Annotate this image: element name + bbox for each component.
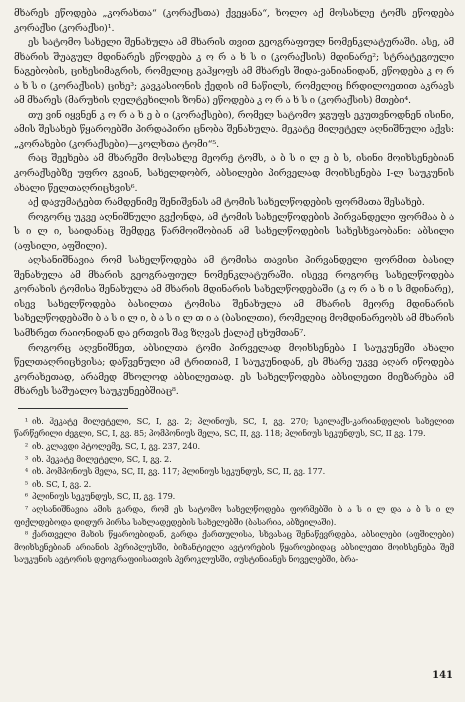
footnote-number: ⁴: [24, 466, 28, 477]
footnote: [14, 478, 454, 491]
footnote-text: იხ. SC, I, გვ. 2.: [32, 478, 92, 489]
footnotes: [14, 415, 454, 566]
footnote: [14, 490, 454, 503]
footnote-text: ქართველი მახის წყაროებიდან, გარდა ქართულისა, სხვასაც შენაწევრდება, აბსილები (აფშილები) მოიხსენებიან არიანის პერიპლუსში, ბიზანტიელი ავტორების წყაროებიდაც აბსილეთი მოიხსენება შემ საუკუნის ავტორის დეოგრაფიისათვის პეროკლუსში, იუსტინიანეს ნოველებში, ბრა-: [14, 529, 454, 565]
footnote-text: იხ. კლავდი პტოლემე, SC, I, გვ. 237, 240.: [32, 440, 200, 451]
footnote-text: იხ. პომპონიუს მელა, SC, II, გვ. 117; პლინიუს სეკუნდუს, SC, II, გვ. 177.: [32, 466, 326, 477]
footnote-text: იხ. ჰეკატე მილეტელი, SC, I, გვ. 2; პლინიუს, SC, I, გვ. 270; სკილაქს-კარიანდელის სახელით წარწერილი ძეგლი, SC, I, გვ. 85; პომპონიუს მელა, SC, II, გვ. 118; პლინიუს სეკუნდუს, SC, II გვ. 179.: [14, 415, 454, 439]
footnote-number: ⁷: [24, 503, 28, 514]
footnote-text: პლინიუს სეკუნდუს, SC, II, გვ. 179.: [32, 491, 176, 502]
footnote-number: ⁸: [24, 529, 28, 540]
footnote: [14, 453, 454, 466]
paragraph: როგორც აღვნიშნეთ, აბსილთა ტომი პირველად მოიხსენება I საუკუნეში ახალი წელთაღრიცხვისა; დაწვენული ამ ტრითიამ, I საუკუნიდან, ეს მხარე უკვე აღარ იწოდება კორახეთად, არამედ მხოლოდ აბსილეთად. ეს სახელწოდება აბსილეთი მიეზარება ამ მხარეს საშუალო საუკუნეებშიაც⁸.: [14, 342, 454, 398]
footnote-number: ⁶: [24, 491, 28, 502]
page-number: 141: [432, 670, 453, 681]
footnote: [14, 440, 454, 453]
footnote-text: იხ. ჰეკატე მილეტელი, SC, I, გვ. 2.: [32, 453, 172, 464]
footnote-number: ⁵: [24, 478, 28, 489]
footnote-text: აღსანიშნავია ამის გარდა, რომ ეს სატომო სახელწოდება ფორმებში ბ ა ს ი ლ და ა ბ ს ი ლ ფიქლდებოდა დიდურ პირსა სახლადედების სახელებში (ბასარია, აბზეილაში).: [14, 503, 454, 527]
footnote-number: ²: [24, 440, 28, 451]
paragraph: აღსანიშნავია რომ სახელწოდება ამ ტომისა თავისი პირვანდელი ფორმით ბასილ შენახულა ამ მხარის გეოგრაფიულ ნომენკლატურაში. ისევე როგორც სახელწოდება კორახის ტომისა შენახულა ამ მხარის მდინარის სახელწოდებაში (კ ო რ ა ხ ი ს მდინარე), ისევ სახელწოდება ბასილთა ტომისა შენახულა ამ მხარის მეორე მდინარის სახელწოდებაში ბ ა ს ი ლ ი, ბ ა ს ი ლ თ ი ა (ბასილთი), რომელიც მომდინარეობს ამ მხარის სამხრეთ რაიონიდან და ერთვის შავ ზღვას ქალაქ ცხუმთან⁷.: [14, 255, 454, 340]
paragraph: რაც შეეხება ამ მხარეში მოსახლე მეორე ტომს, ა ბ ს ი ლ ე ბ ს, ისინი მოიხსენებიან კორაქსებზე უფრო გვიან, სახელდობრ, აბსილები პირველად მოიხსენება I-ლ საუკუნის ახალი წელთაღრიცხვის⁶.: [14, 153, 454, 194]
footnote: [14, 415, 454, 440]
paragraph: როგორც უკვე აღნიშნული გვქონდა, ამ ტომის სახელწოდების პირვანდელი ფორმაა ბ ა ს ი ლ ი, საიდანაც შემდეგ წარმოიშობიან ამ სახელწოდების სახესხვაობანი: აბსილი (აფსილი, აფშილი).: [14, 211, 454, 252]
footnote: [14, 465, 454, 478]
main-text: [14, 7, 454, 400]
footnote-divider: [18, 408, 128, 409]
paragraph: თუ ვინ იყვნენ კ ო რ ა ხ ე ბ ი (კორაქსები), რომელ სატომო ჯგუფს ეკუთვნოდნენ ისინი, ამის შესახებ წყაროებში პირდაპირი ცნობა შენახულა. მეკატე მილეტელ აღნიშნული აქვს: „კორახები (კორაქსები)—კოლხთა ტომი“⁵.: [14, 109, 454, 150]
paragraph: ეს სატომო სახელი შენახულა ამ მხარის თვით გეოგრაფიულ ნომენკლატურაში. ასე, ამ მხარის შუაგულ მდინარეს ეწოდება კ ო რ ა ხ ს ი (კორაქსის) მდინარე²; სტრატეგიული ნაგებობის, ციხესიმაგრის, რომელიც გაჰყოფს ამ მხარეს შიდა-ვანიანიდან, ეწოდება კ ო რ ა ხ ს ი (კორაქსის) ციხე³; კავკასიონის ქედის იმ ნაწილს, რომელიც ჩრდილოეთით აკრავს ამ მხარეს (მარუხის ღელტეხილის ზონა) ეწოდება კ ო რ ა ხ ს ი (კორაქსის) მთები⁴.: [14, 37, 454, 107]
footnote: [14, 528, 454, 566]
footnote: [14, 503, 454, 528]
paragraph: აქ დავუმატებთ რამდენიმე შენიშვნას ამ ტომის სახელწოდების ფორმათა შესახებ.: [28, 197, 425, 209]
paragraph: მხარეს ეწოდება „კორახთა“ (კორაქსთა) ქვეყანა“, ხოლო აქ მოსახლე ტომს ეწოდება კორაქსი (კორაქსი)¹.: [14, 8, 454, 34]
footnote-number: ¹: [24, 415, 28, 426]
footnote-number: ³: [24, 453, 28, 464]
